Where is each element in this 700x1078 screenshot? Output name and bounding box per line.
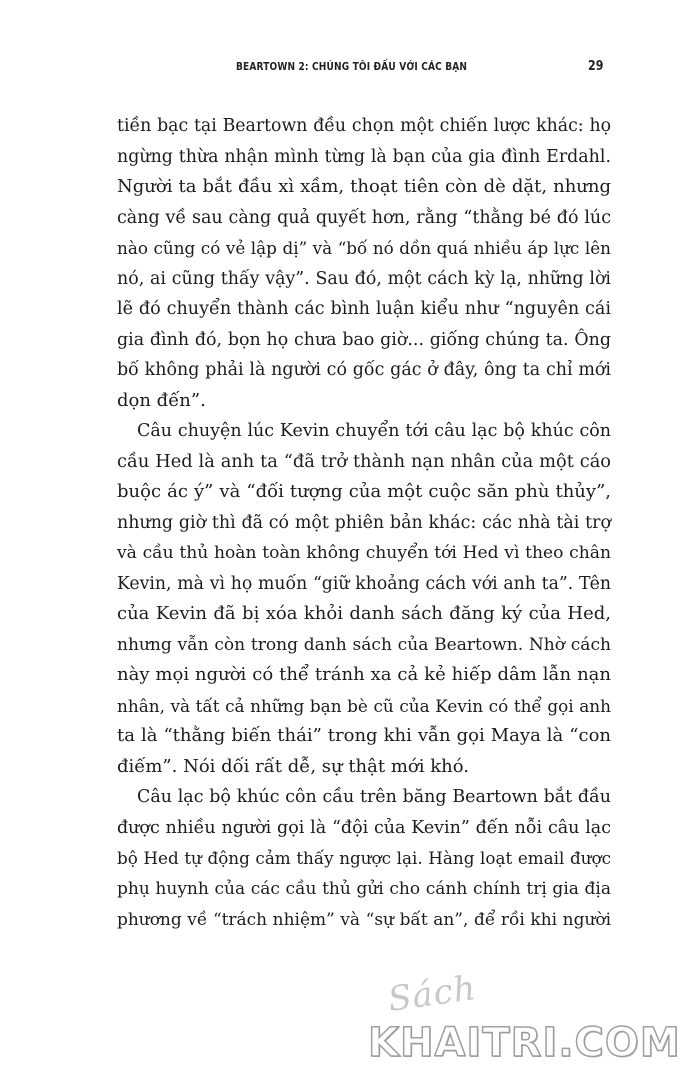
text-line: nhân, và tất cả những bạn bè cũ của Kevin có thể gọi anh bbox=[117, 695, 611, 716]
text-line: bộ Hed tự động cảm thấy ngược lại. Hàng loạt email được bbox=[117, 848, 611, 868]
watermark-brand: KHAITRI.COM bbox=[368, 1020, 681, 1066]
running-header bbox=[0, 60, 700, 80]
text-line: Kevin, mà vì họ muốn “giữ khoảng cách với anh ta”. Tên bbox=[117, 573, 611, 594]
text-line: nhưng vẫn còn trong danh sách của Beartown. Nhờ cách bbox=[117, 634, 611, 655]
text-line: dọn đến”. bbox=[117, 389, 206, 411]
text-line: Câu chuyện lúc Kevin chuyển tới câu lạc bộ khúc côn bbox=[137, 421, 611, 441]
text-line: tiền bạc tại Beartown đều chọn một chiến lược khác: họ bbox=[117, 116, 611, 136]
running-title: BEARTOWN 2: CHÚNG TÔI ĐẤU VỚI CÁC BẠN bbox=[236, 60, 468, 73]
text-line: nhưng giờ thì đã có một phiên bản khác: các nhà tài trợ bbox=[117, 512, 611, 533]
text-line: ngừng thừa nhận mình từng là bạn của gia đình Erdahl. bbox=[117, 146, 611, 167]
text-line: được nhiều người gọi là “đội của Kevin” đến nỗi câu lạc bbox=[117, 817, 611, 838]
text-line: điếm”. Nói dối rất dễ, sự thật mới khó. bbox=[117, 755, 469, 777]
text-line: và cầu thủ hoàn toàn không chuyển tới Hed vì theo chân bbox=[117, 543, 611, 563]
text-line: phụ huynh của các cầu thủ gửi cho cánh chính trị gia địa bbox=[117, 878, 611, 899]
watermark-script: Sách bbox=[385, 968, 479, 1020]
text-line: càng về sau càng quả quyết hơn, rằng “thằng bé đó lúc bbox=[117, 207, 611, 228]
text-line: ta là “thằng biến thái” trong khi vẫn gọi Maya là “con bbox=[117, 725, 611, 746]
page-number: 29 bbox=[588, 59, 604, 74]
text-line: phương về “trách nhiệm” và “sự bất an”, để rồi khi người bbox=[117, 909, 611, 929]
text-line: gia đình đó, bọn họ chưa bao giờ... giống chúng ta. Ông bbox=[117, 329, 611, 350]
text-line: Người ta bắt đầu xì xầm, thoạt tiên còn dè dặt, nhưng bbox=[117, 176, 611, 197]
text-line: buộc ác ý” và “đối tượng của một cuộc săn phù thủy”, bbox=[117, 481, 611, 502]
text-line: của Kevin đã bị xóa khỏi danh sách đăng ký của Hed, bbox=[117, 603, 611, 624]
text-line: Câu lạc bộ khúc côn cầu trên băng Beartown bắt đầu bbox=[137, 787, 611, 807]
watermark-logo bbox=[368, 968, 688, 1072]
text-line: nó, ai cũng thấy vậy”. Sau đó, một cách kỳ lạ, những lời bbox=[117, 268, 611, 289]
text-line: bố không phải là người có gốc gác ở đây, ông ta chỉ mới bbox=[117, 360, 611, 380]
text-line: cầu Hed là anh ta “đã trở thành nạn nhân của một cáo bbox=[117, 450, 611, 472]
body-text bbox=[117, 111, 611, 935]
text-line: lẽ đó chuyển thành các bình luận kiểu như “nguyên cái bbox=[117, 299, 611, 319]
text-line: này mọi người có thể tránh xa cả kẻ hiếp dâm lẫn nạn bbox=[117, 664, 611, 685]
text-line: nào cũng có vẻ lập dị” và “bố nó dồn quá nhiều áp lực lên bbox=[117, 238, 611, 258]
